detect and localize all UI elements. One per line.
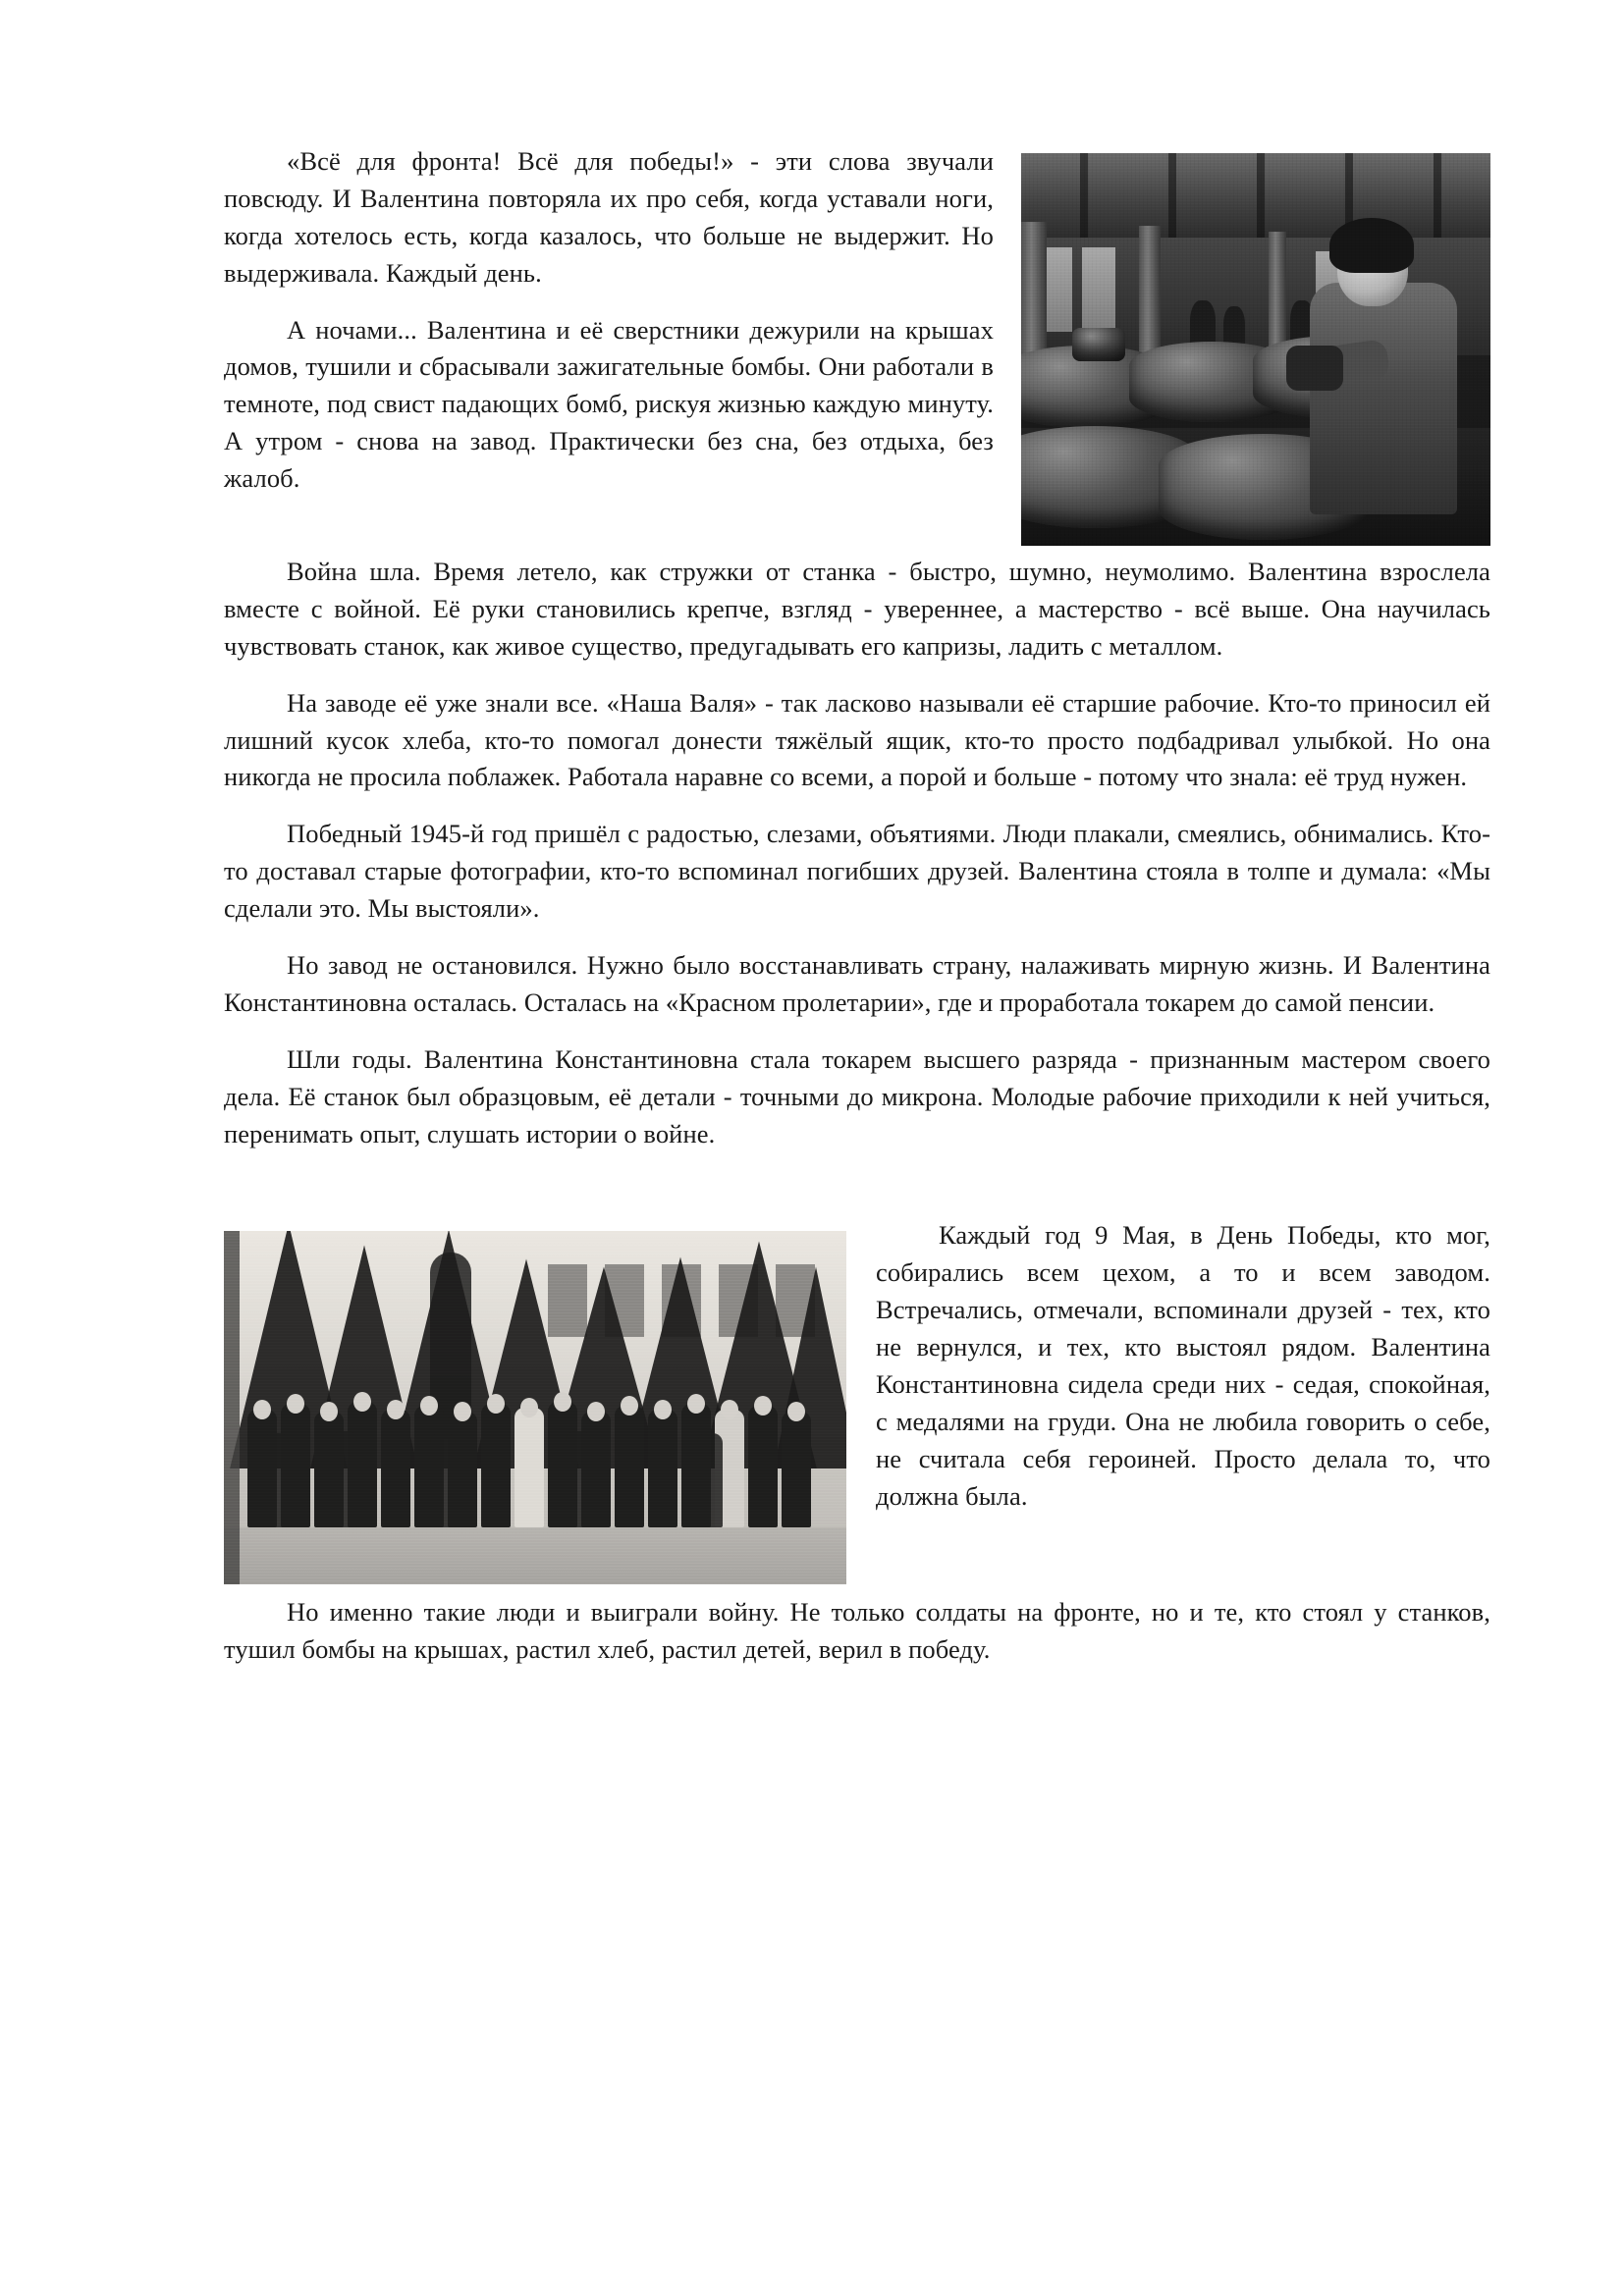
veterans-group-photo	[224, 1231, 846, 1584]
paragraph-2: А ночами... Валентина и её сверстники дежурили на крышах домов, тушили и сбрасывали зажигательные бомбы. Они работали в темноте, под свист падающих бомб, рискуя жизнью каждую минуту. А утром - снова на завод. Практически без сна, без отдыха, без жалоб.	[224, 314, 994, 494]
paragraph-9: Но именно такие люди и выиграли войну. Не только солдаты на фронте, но и те, кто стоял у станков, тушил бомбы на крышах, растил хлеб, растил детей, верил в победу.	[224, 1597, 1490, 1665]
paragraph-3: Война шла. Время летело, как стружки от станка - быстро, шумно, неумолимо. Валентина взрослела вместе с войной. Её руки становились крепче, взгляд - увереннее, а мастерство - всё выше. Она научилась чувствовать станок, как живое существо, предугадывать его капризы, ладить с металлом.	[224, 557, 1490, 661]
factory-woman-photo	[1021, 153, 1490, 546]
paragraph-1: «Всё для фронта! Всё для победы!» - эти слова звучали повсюду. И Валентина повторяла их про себя, когда уставали ноги, когда хотелось есть, когда казалось, что больше не выдержит. Но выдерживала. Каждый день.	[224, 146, 994, 288]
paragraph-6: Но завод не остановился. Нужно было восстанавливать страну, налаживать мирную жизнь. И Валентина Константиновна осталась. Осталась на «Красном пролетарии», где и проработала токарем до самой пенсии.	[224, 950, 1490, 1017]
paragraph-8: Каждый год 9 Мая, в День Победы, кто мог, собирались всем цехом, а то и всем заводом. Встречались, отмечали, вспоминали друзей - тех, кто не вернулся, и тех, кто выстоял рядом. Валентина Константиновна сидела среди них - седая, спокойная, с медалями на груди. Она не любила говорить о себе, не считала себя героиней. Просто делала то, что должна была.	[876, 1220, 1490, 1511]
photo-grain-overlay	[224, 1231, 846, 1584]
document-body	[224, 143, 1490, 1688]
paragraph-7: Шли годы. Валентина Константиновна стала токарем высшего разряда - признанным мастером своего дела. Её станок был образцовым, её детали - точными до микрона. Молодые рабочие приходили к ней учиться, перенимать опыт, слушать истории о войне.	[224, 1043, 1490, 1148]
factory-woman-photo-canvas	[1021, 153, 1490, 546]
photo-grain-overlay	[1021, 153, 1490, 546]
veterans-group-photo-canvas	[224, 1231, 846, 1584]
paragraph-4: На заводе её уже знали все. «Наша Валя» - так ласково называли её старшие рабочие. Кто-то приносил ей лишний кусок хлеба, кто-то помогал донести тяжёлый ящик, кто-то просто подбадривал улыбкой. Но она никогда не просила поблажек. Работала наравне со всеми, а порой и больше - потому что знала: её труд нужен.	[224, 687, 1490, 792]
paragraph-5: Победный 1945-й год пришёл с радостью, слезами, объятиями. Люди плакали, смеялись, обнимались. Кто-то доставал старые фотографии, кто-то вспоминал погибших друзей. Валентина стояла в толпе и думала: «Мы сделали это. Мы выстояли».	[224, 819, 1490, 924]
